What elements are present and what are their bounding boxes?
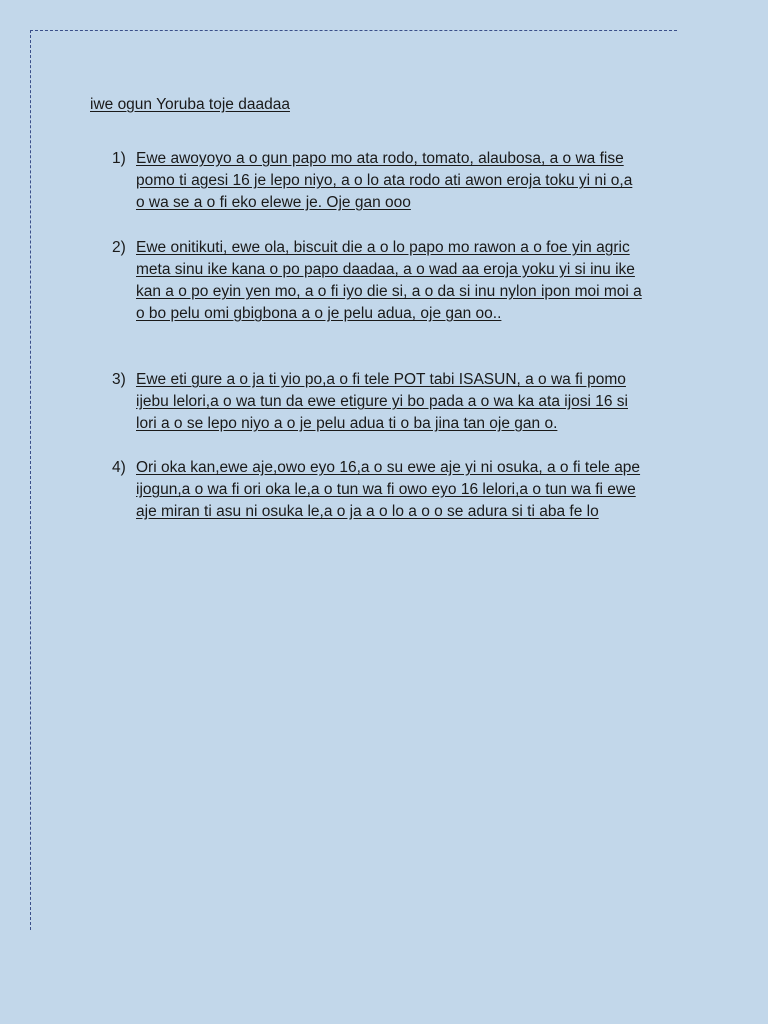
list-item-line: Ewe eti gure a o ja ti yio po,a o fi tele POT tabi ISASUN, a o wa fi pomo	[136, 371, 626, 388]
list-item-number: 4)	[112, 459, 126, 476]
list-item	[112, 457, 692, 523]
list-item-line: pomo ti agesi 16 je lepo niyo, a o lo ata rodo ati awon eroja toku yi ni o,a	[136, 172, 633, 189]
list-item-number: 2)	[112, 239, 126, 256]
list-item-line: Ori oka kan,ewe aje,owo eyo 16,a o su ewe aje yi ni osuka, a o fi tele ape	[136, 459, 641, 476]
list-item-line: ijogun,a o wa fi ori oka le,a o tun wa fi owo eyo 16 lelori,a o tun wa fi ewe	[136, 481, 636, 498]
document-title: iwe ogun Yoruba toje daadaa	[90, 96, 290, 113]
page-margin-top-border	[30, 30, 677, 31]
list-item-line: meta sinu ike kana o po papo daadaa, a o wad aa eroja yoku yi si inu ike	[136, 261, 635, 278]
list-item-line: Ewe awoyoyo a o gun papo mo ata rodo, tomato, alaubosa, a o wa fise	[136, 150, 624, 167]
list-item-line: o wa se a o fi eko elewe je. Oje gan ooo	[136, 194, 411, 211]
list-item	[112, 148, 692, 214]
list-item	[112, 237, 692, 325]
list-item-number: 1)	[112, 150, 126, 167]
list-item-line: Ewe onitikuti, ewe ola, biscuit die a o lo papo mo rawon a o foe yin agric	[136, 239, 630, 256]
list-item-line: lori a o se lepo niyo a o je pelu adua ti o ba jina tan oje gan o.	[136, 415, 558, 432]
list-item	[112, 369, 692, 435]
list-item-line: o bo pelu omi gbigbona a o je pelu adua, oje gan oo..	[136, 305, 502, 322]
list-item-line: kan a o po eyin yen mo, a o fi iyo die si, a o da si inu nylon ipon moi moi a	[136, 283, 642, 300]
list-item-line: aje miran ti asu ni osuka le,a o ja a o lo a o o se adura si ti aba fe lo	[136, 503, 599, 520]
list-item-number: 3)	[112, 371, 126, 388]
page-margin-left-border	[30, 30, 31, 930]
list-item-line: ijebu lelori,a o wa tun da ewe etigure yi bo pada a o wa ka ata ijosi 16 si	[136, 393, 628, 410]
